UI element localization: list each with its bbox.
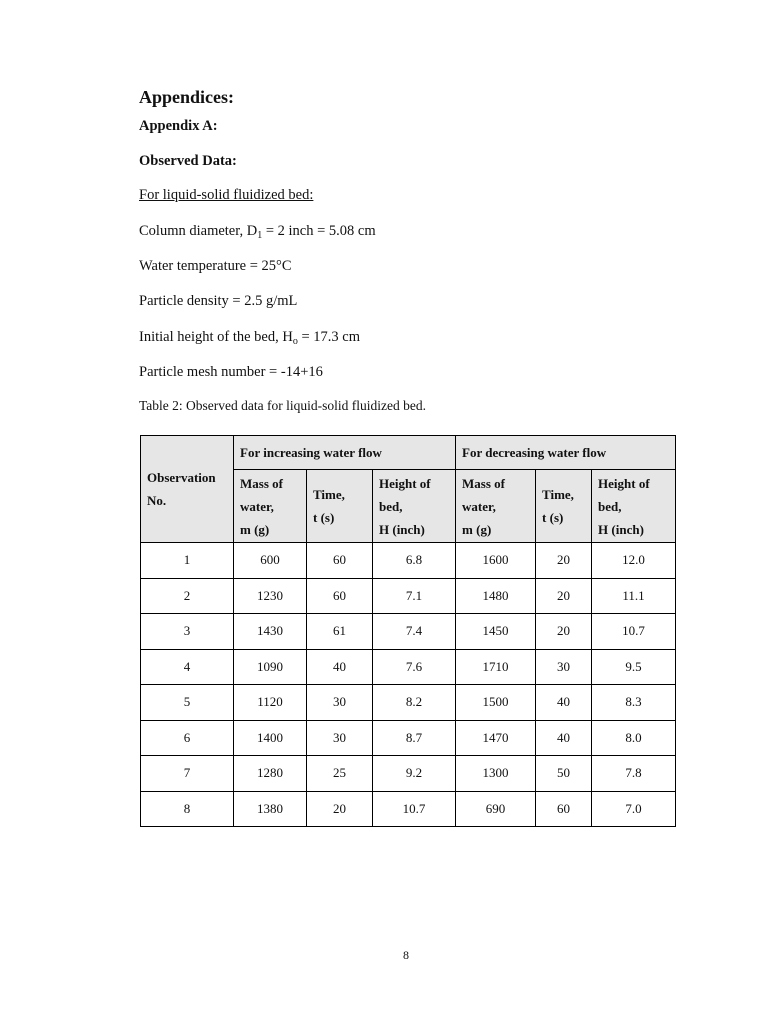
table-cell: 8 <box>141 791 234 827</box>
table-cell: 1430 <box>234 614 307 650</box>
table-cell: 7 <box>141 756 234 792</box>
table-cell: 12.0 <box>592 543 676 579</box>
observed-data-table <box>140 435 676 827</box>
table-cell: 7.4 <box>373 614 456 650</box>
mass-header-decreasing: Mass of water, m (g) <box>456 470 536 543</box>
table-cell: 50 <box>536 756 592 792</box>
table-cell: 5 <box>141 685 234 721</box>
table-cell: 1400 <box>234 720 307 756</box>
increasing-flow-header: For increasing water flow <box>234 436 456 470</box>
table-cell: 8.0 <box>592 720 676 756</box>
appendix-title: Appendix A: <box>139 118 218 134</box>
table-cell: 8.7 <box>373 720 456 756</box>
height-header-increasing: Height of bed, H (inch) <box>373 470 456 543</box>
table-cell: 1230 <box>234 578 307 614</box>
table-cell: 7.8 <box>592 756 676 792</box>
table-cell: 1120 <box>234 685 307 721</box>
table-cell: 20 <box>536 578 592 614</box>
table-cell: 1480 <box>456 578 536 614</box>
table-row <box>141 614 676 650</box>
table-cell: 1380 <box>234 791 307 827</box>
table-cell: 9.2 <box>373 756 456 792</box>
table-row <box>141 720 676 756</box>
table-cell: 30 <box>307 685 373 721</box>
table-cell: 690 <box>456 791 536 827</box>
table-cell: 20 <box>307 791 373 827</box>
observation-header: Observation No. <box>141 436 234 543</box>
table-cell: 7.0 <box>592 791 676 827</box>
table-cell: 11.1 <box>592 578 676 614</box>
table-cell: 2 <box>141 578 234 614</box>
time-header-increasing: Time, t (s) <box>307 470 373 543</box>
table-cell: 1710 <box>456 649 536 685</box>
table-row <box>141 649 676 685</box>
table-cell: 600 <box>234 543 307 579</box>
table-cell: 60 <box>307 578 373 614</box>
water-temperature-line: Water temperature = 25°C <box>139 258 292 274</box>
table-cell: 1300 <box>456 756 536 792</box>
table-cell: 9.5 <box>592 649 676 685</box>
table-cell: 10.7 <box>373 791 456 827</box>
table-cell: 7.1 <box>373 578 456 614</box>
table-cell: 4 <box>141 649 234 685</box>
table-cell: 1500 <box>456 685 536 721</box>
table-cell: 40 <box>536 720 592 756</box>
table-cell: 25 <box>307 756 373 792</box>
observed-data-title: Observed Data: <box>139 153 237 169</box>
table-cell: 3 <box>141 614 234 650</box>
table-cell: 20 <box>536 543 592 579</box>
table-cell: 60 <box>536 791 592 827</box>
table-cell: 8.3 <box>592 685 676 721</box>
table-caption: Table 2: Observed data for liquid-solid fluidized bed. <box>139 398 426 413</box>
table-row <box>141 578 676 614</box>
table-cell: 61 <box>307 614 373 650</box>
mesh-number-line: Particle mesh number = -14+16 <box>139 364 323 380</box>
table-cell: 40 <box>536 685 592 721</box>
table-cell: 6.8 <box>373 543 456 579</box>
table-cell: 1450 <box>456 614 536 650</box>
section-title: For liquid-solid fluidized bed: <box>139 187 314 203</box>
table-cell: 8.2 <box>373 685 456 721</box>
table-cell: 1600 <box>456 543 536 579</box>
table-row <box>141 685 676 721</box>
height-header-decreasing: Height of bed, H (inch) <box>592 470 676 543</box>
mass-header-increasing: Mass of water, m (g) <box>234 470 307 543</box>
table-cell: 60 <box>307 543 373 579</box>
column-diameter-line: Column diameter, $D_1 = 2$ inch = 5.08 cm <box>139 223 376 241</box>
table-cell: 1 <box>141 543 234 579</box>
table-cell: 40 <box>307 649 373 685</box>
table-cell: 6 <box>141 720 234 756</box>
table-row <box>141 791 676 827</box>
table-cell: 30 <box>536 649 592 685</box>
table-cell: 1280 <box>234 756 307 792</box>
table-cell: 7.6 <box>373 649 456 685</box>
table-cell: 20 <box>536 614 592 650</box>
particle-density-line: Particle density = 2.5 g/mL <box>139 293 298 309</box>
page-number: 8 <box>403 948 409 962</box>
table-row <box>141 756 676 792</box>
page-heading: Appendices: <box>139 87 235 107</box>
time-header-decreasing: Time, t (s) <box>536 470 592 543</box>
initial-height-line: Initial height of the bed, $H_o = 17.3$ cm <box>139 329 360 347</box>
table-cell: 1470 <box>456 720 536 756</box>
table-row <box>141 543 676 579</box>
table-cell: 1090 <box>234 649 307 685</box>
table-cell: 10.7 <box>592 614 676 650</box>
table-cell: 30 <box>307 720 373 756</box>
decreasing-flow-header: For decreasing water flow <box>456 436 676 470</box>
